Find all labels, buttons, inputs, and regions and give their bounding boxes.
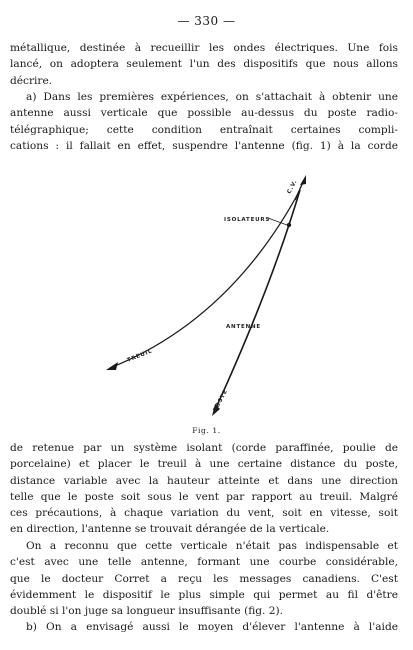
text-line: c'est avec une telle antenne, formant une courbe considérable, bbox=[10, 556, 398, 569]
text-line: en direction, l'antenne se trouvait dérangée de la verticale. bbox=[10, 523, 330, 536]
figure-caption: Fig. 1. bbox=[192, 426, 221, 435]
text-line: cations : il fallait en effet, suspendre l'antenne (fig. 1) à la corde bbox=[10, 139, 398, 152]
text-line: lancé, on adoptera seulement l'un des dispositifs que nous allons bbox=[10, 58, 398, 71]
text-line: distance variable avec la hauteur atteinte et dans une direction bbox=[10, 474, 398, 487]
page-number: — 330 — bbox=[177, 14, 236, 28]
text-line: b) On a envisagé aussi le moyen d'élever l'antenne à l'aide bbox=[26, 621, 398, 633]
paragraph-2 bbox=[10, 89, 398, 154]
label-antenne: ANTENNE bbox=[226, 324, 261, 330]
text-line: antenne aussi verticale que possible au-dessus du poste radio- bbox=[10, 107, 398, 120]
tether-cord bbox=[110, 190, 300, 368]
text-line: porcelaine) et placer le treuil à une certaine distance du poste, bbox=[10, 458, 398, 471]
text-line: On a reconnu que cette verticale n'était pas indispensable et bbox=[26, 540, 398, 552]
figure-1-antenna-diagram bbox=[0, 160, 413, 440]
paragraph-3 bbox=[10, 440, 398, 538]
paragraph-5 bbox=[10, 619, 398, 635]
kite-arrowhead bbox=[300, 175, 306, 185]
treuil-arrowhead bbox=[106, 362, 118, 370]
text-line: a) Dans les premières expériences, on s'attachait à obtenir une bbox=[26, 91, 398, 103]
text-line: doublé si l'on juge sa longueur insuffisante (fig. 2). bbox=[10, 605, 284, 618]
text-line: évidemment le dispositif le plus simple qui permet au fil d'être bbox=[10, 588, 398, 601]
text-line: télégraphique; cette condition entraînait certaines compli- bbox=[10, 123, 398, 136]
text-line: telle que le poste soit sous le vent par rapport au treuil. Malgré bbox=[10, 490, 398, 503]
label-cv: C.V. bbox=[286, 178, 299, 195]
insulator-icon bbox=[287, 223, 291, 227]
antenna-diagram bbox=[0, 160, 413, 440]
label-isolateurs: ISOLATEURS bbox=[224, 217, 271, 223]
insulator-pointer bbox=[268, 218, 287, 225]
text-line: de retenue par un système isolant (corde paraffinée, poulie de bbox=[10, 442, 398, 454]
text-line: ces précautions, à chaque variation du vent, soit en vitesse, soit bbox=[10, 507, 398, 520]
paragraph-4 bbox=[10, 538, 398, 619]
label-treuil: TREUIL bbox=[126, 348, 154, 364]
antenna-wire bbox=[215, 190, 300, 410]
text-line: décrire. bbox=[10, 74, 53, 87]
text-line: que le docteur Corret a reçu les messages canadiens. C'est bbox=[10, 572, 398, 585]
paragraph-1 bbox=[10, 40, 398, 89]
text-line: métallique, destinée à recueillir les ondes électriques. Une fois bbox=[10, 42, 398, 54]
label-poste: POSTE bbox=[212, 388, 230, 413]
